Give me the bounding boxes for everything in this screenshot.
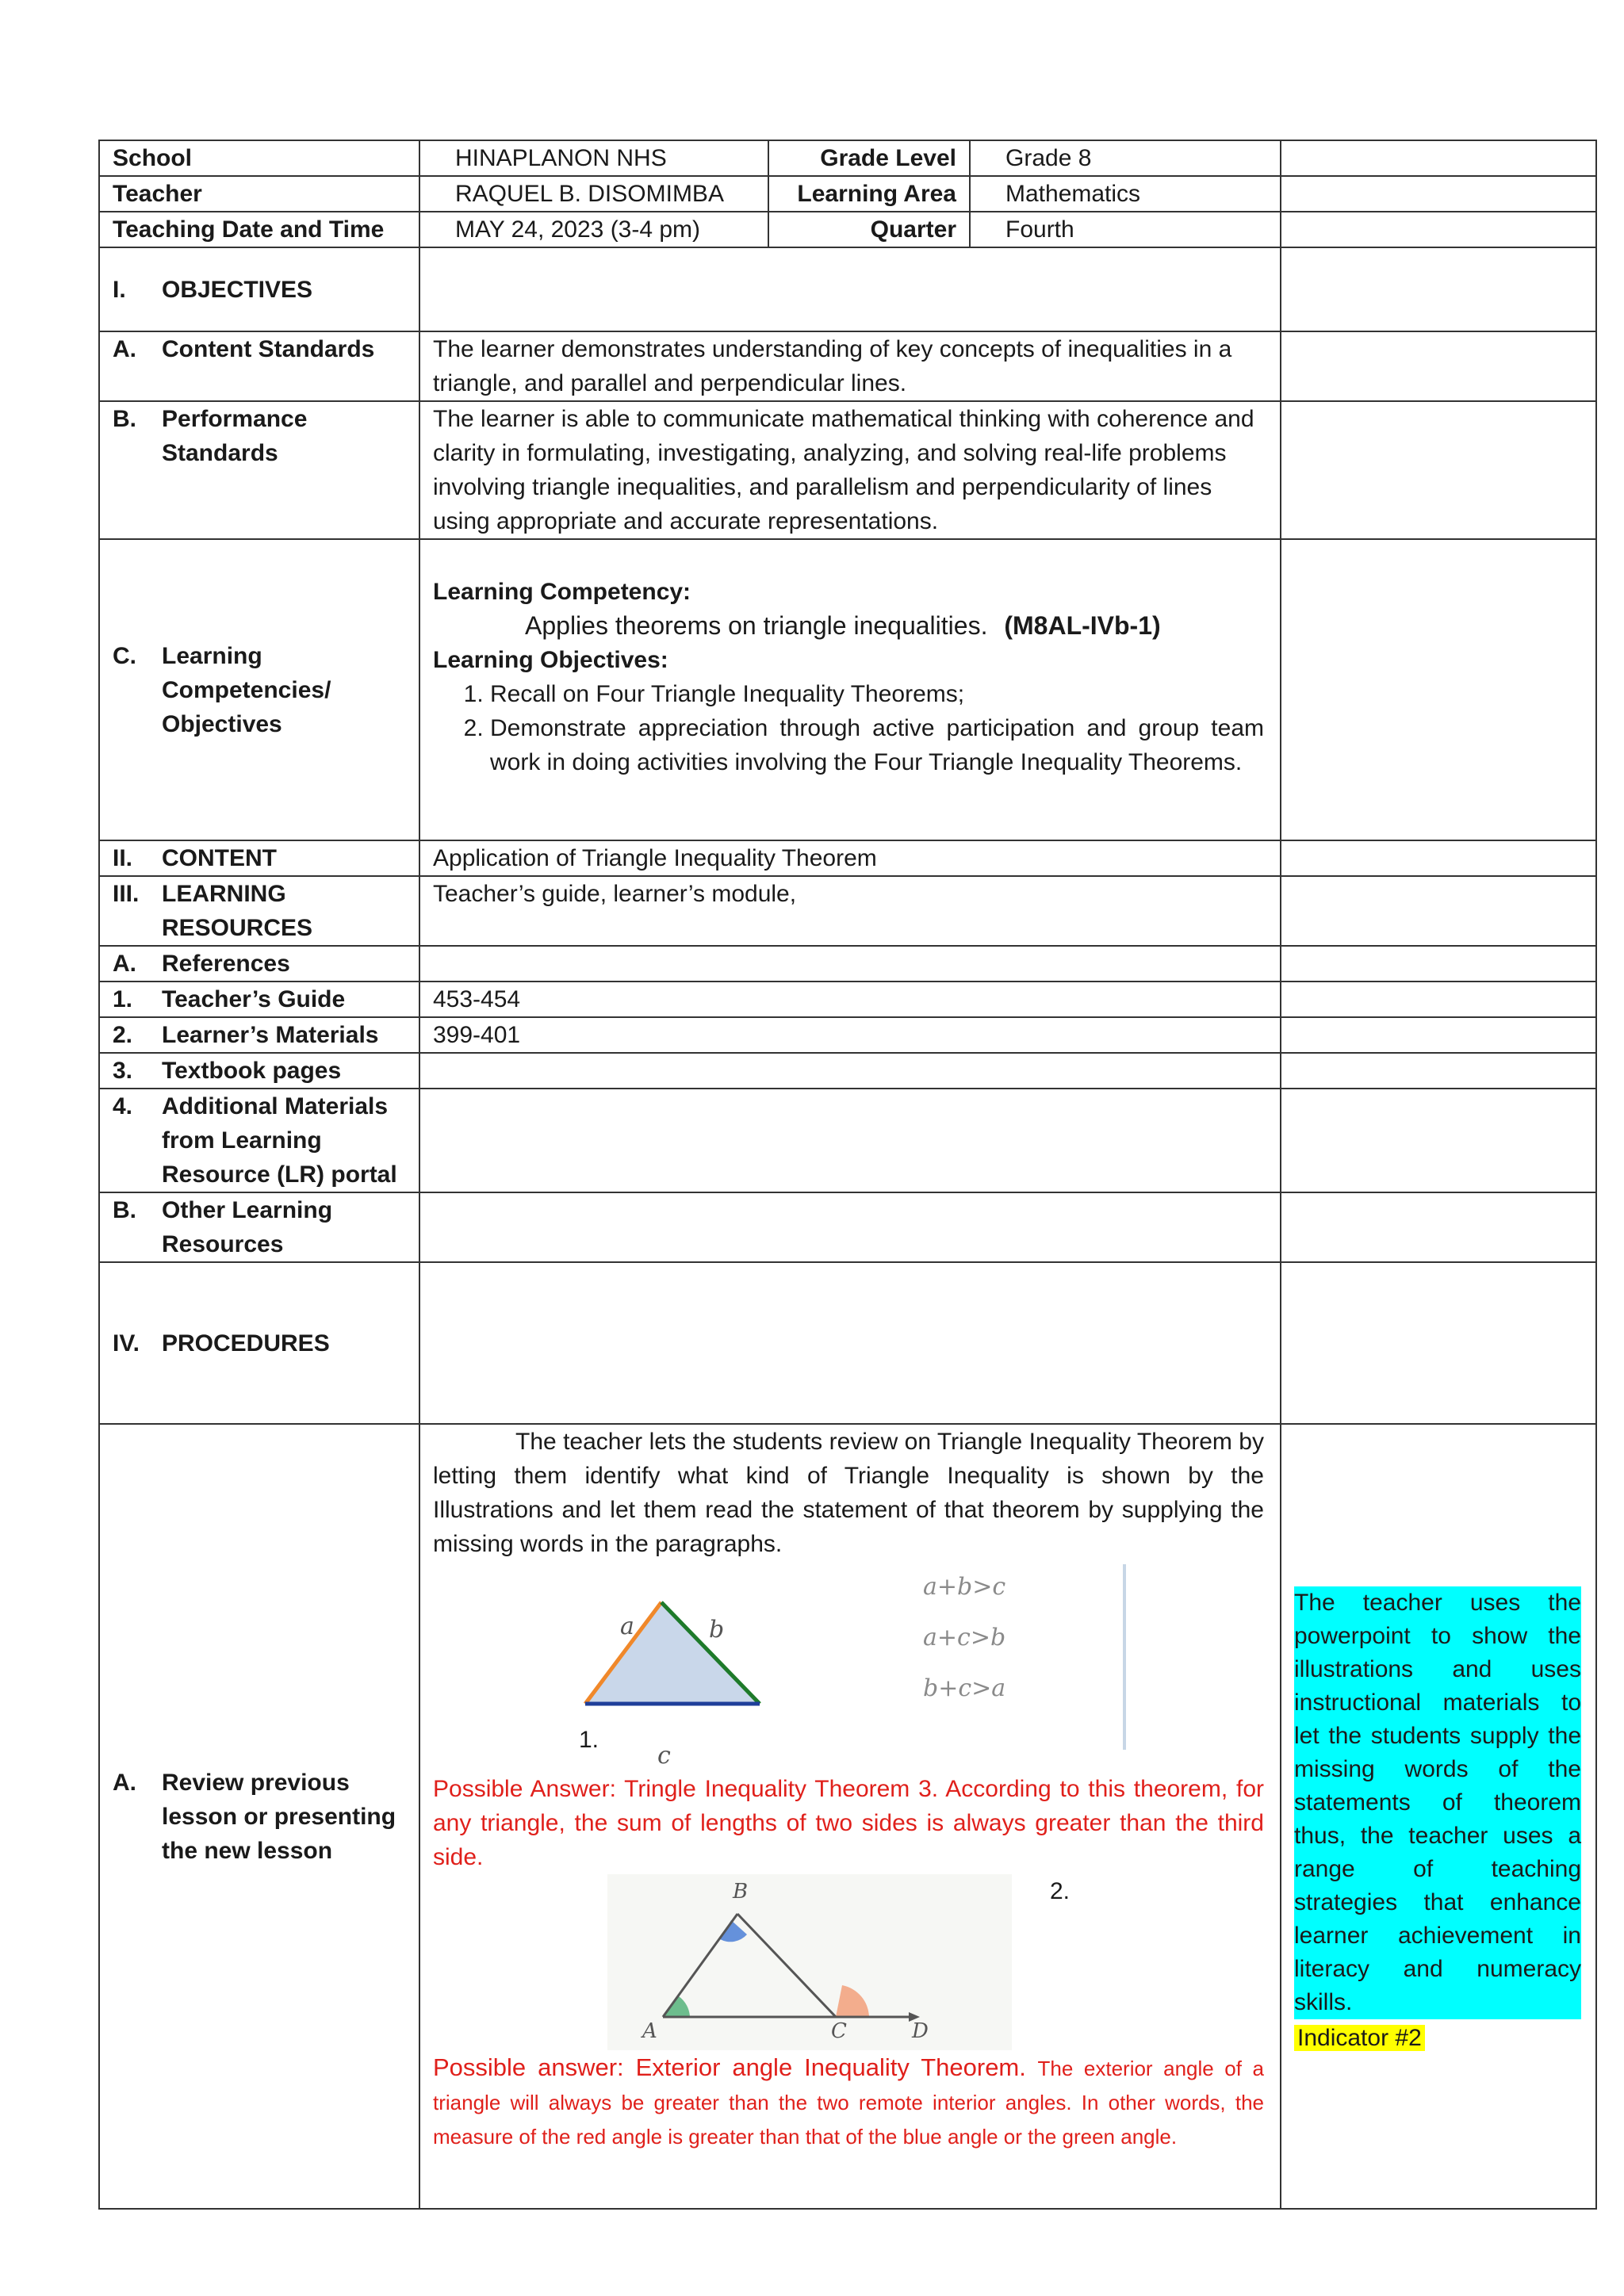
- notes-cell: [1281, 1089, 1596, 1192]
- content-standards-row: [99, 331, 1596, 401]
- section-number: I.: [113, 276, 126, 303]
- additional-materials-row: [99, 1089, 1596, 1192]
- side-a-label: a: [620, 1613, 634, 1640]
- header-row-date: [99, 212, 1596, 247]
- notes-cell: [1281, 1262, 1596, 1424]
- procedures-row: [99, 1262, 1596, 1424]
- header-row-teacher: [99, 176, 1596, 212]
- indicator-wrapper: [1294, 2021, 1581, 2055]
- review-notes-cell: [1281, 1424, 1596, 2209]
- learning-resources-row: [99, 876, 1596, 946]
- header-notes-cell: [1281, 176, 1596, 212]
- review-intro: The teacher lets the students review on Triangle Inequality Theorem by letting them identify what kind of Triangle Inequality is shown by the Illustrations and let them read the statement of that theorem by supplying the missing words in the paragraphs.: [433, 1429, 1264, 1557]
- learning-area-label: Learning Area: [768, 176, 970, 212]
- section-title: PROCEDURES: [162, 1330, 330, 1357]
- item-number: B.: [113, 406, 136, 432]
- content-label-cell: [99, 840, 419, 876]
- answer-2-lead: Possible answer: Exterior angle Inequality Theorem.: [433, 2053, 1026, 2081]
- answer-2-detail: The exterior angle of a triangle will always be greater than the two remote interior angles. In other words, the measure of the red angle is greater than that of the blue angle or the green angle.: [433, 2057, 1264, 2149]
- header-row-school: [99, 140, 1596, 176]
- competency-code: (M8AL-IVb-1): [1004, 611, 1161, 640]
- notes-cell: [1281, 401, 1596, 539]
- performance-standards-label-cell: [99, 401, 419, 539]
- other-resources-value: [419, 1192, 1281, 1262]
- other-resources-label-cell: [99, 1192, 419, 1262]
- item-label: Review previous lesson or presenting the new lesson: [162, 1769, 396, 1864]
- notes-cell: [1281, 1053, 1596, 1089]
- section-number: III.: [113, 881, 140, 907]
- objectives-heading-cell: [99, 247, 419, 331]
- side-c-label: c: [657, 1742, 671, 1767]
- procedures-label-cell: [99, 1262, 419, 1424]
- figure-background: [607, 1874, 1012, 2050]
- objectives-list: [433, 677, 1264, 779]
- objectives-heading: Learning Objectives:: [433, 647, 668, 673]
- figure-2: [433, 1874, 1264, 2050]
- teacher-value: RAQUEL B. DISOMIMBA: [419, 176, 768, 212]
- objectives-row: [99, 247, 1596, 331]
- indicator-badge: Indicator #2: [1294, 2025, 1425, 2051]
- item-number: 2.: [113, 1022, 133, 1048]
- teacher-label: Teacher: [99, 176, 419, 212]
- notes-cell: [1281, 840, 1596, 876]
- textbook-pages-value: [419, 1053, 1281, 1089]
- vertex-b-label: B: [733, 1880, 749, 1904]
- section-title: OBJECTIVES: [162, 276, 313, 303]
- objective-item: 1. Recall on Four Triangle Inequality Theorems;: [490, 677, 1264, 711]
- date-value: MAY 24, 2023 (3-4 pm): [419, 212, 768, 247]
- school-value: HINAPLANON NHS: [419, 140, 768, 176]
- notes-cell: [1281, 331, 1596, 401]
- item-label: Learning Competencies/ Objectives: [162, 642, 331, 737]
- notes-cell: [1281, 1192, 1596, 1262]
- header-notes-cell: [1281, 212, 1596, 247]
- triangle-sides-figure: [433, 1561, 1226, 1767]
- review-row: [99, 1424, 1596, 2209]
- procedures-content-cell: [419, 1262, 1281, 1424]
- section-number: II.: [113, 845, 133, 871]
- objectives-content-cell: [419, 247, 1281, 331]
- notes-cell: [1281, 1017, 1596, 1053]
- performance-standards-text: The learner is able to communicate mathematical thinking with coherence and clarity in formulating, investigating, analyzing, and solving real-life problems involving triangle inequalities, and parallelism and perpendicularity of lines using appropriate and accurate representations.: [419, 401, 1281, 539]
- learners-materials-row: [99, 1017, 1596, 1053]
- competency-text: Applies theorems on triangle inequalities.: [525, 611, 988, 640]
- learners-materials-label-cell: [99, 1017, 419, 1053]
- triangle-fill: [585, 1602, 760, 1704]
- item-label: Performance Standards: [162, 406, 308, 466]
- competencies-label-cell: [99, 539, 419, 840]
- vertex-d-label: D: [912, 2019, 929, 2043]
- item-label: Other Learning Resources: [162, 1197, 333, 1257]
- item-number: 3.: [113, 1058, 133, 1084]
- competencies-row: [99, 539, 1596, 840]
- item-label: Content Standards: [162, 336, 375, 362]
- section-number: IV.: [113, 1330, 140, 1357]
- textbook-pages-label-cell: [99, 1053, 419, 1089]
- item-label: References: [162, 951, 290, 977]
- figure-1-number: 1.: [579, 1727, 599, 1753]
- teachers-guide-row: [99, 982, 1596, 1017]
- references-row: [99, 946, 1596, 982]
- vertex-c-label: C: [831, 2019, 847, 2043]
- additional-materials-value: [419, 1089, 1281, 1192]
- notes-cell: [1281, 946, 1596, 982]
- answer-2: [433, 2050, 1264, 2153]
- item-number: A.: [113, 336, 136, 362]
- competencies-content-cell: [419, 539, 1281, 840]
- section-title: LEARNING RESOURCES: [162, 881, 313, 941]
- item-number: A.: [113, 951, 136, 977]
- teachers-guide-label-cell: [99, 982, 419, 1017]
- item-number: A.: [113, 1769, 136, 1796]
- review-content-cell: [419, 1424, 1281, 2209]
- references-label-cell: [99, 946, 419, 982]
- answer-1: Possible Answer: Tringle Inequality Theorem 3. According to this theorem, for any triangle, the sum of lengths of two sides is always greater than the third side.: [433, 1776, 1264, 1870]
- quarter-label: Quarter: [768, 212, 970, 247]
- references-value: [419, 946, 1281, 982]
- item-label: Teacher’s Guide: [162, 986, 346, 1012]
- objective-item: 2. Demonstrate appreciation through active participation and group team work in doing activities involving the Four Triangle Inequality Theorems.: [490, 711, 1264, 779]
- item-label: Textbook pages: [162, 1058, 342, 1084]
- date-label: Teaching Date and Time: [99, 212, 419, 247]
- other-resources-row: [99, 1192, 1596, 1262]
- review-label-cell: [99, 1424, 419, 2209]
- content-text: Application of Triangle Inequality Theorem: [419, 840, 1281, 876]
- notes-cell: [1281, 982, 1596, 1017]
- figure-1: [433, 1561, 1264, 1767]
- item-number: C.: [113, 642, 136, 669]
- item-number: 4.: [113, 1093, 133, 1119]
- school-label: School: [99, 140, 419, 176]
- header-notes-cell: [1281, 140, 1596, 176]
- teacher-remark: The teacher uses the powerpoint to show the illustrations and uses instructional materials to let the students supply the missing words of the statements of theorem thus, the teacher uses a range of teaching strategies that enhance learner achievement in literacy and numeracy skills.: [1294, 1586, 1581, 2019]
- section-title: CONTENT: [162, 845, 277, 871]
- notes-cell: [1281, 876, 1596, 946]
- quarter-value: Fourth: [970, 212, 1281, 247]
- textbook-pages-row: [99, 1053, 1596, 1089]
- notes-cell: [1281, 247, 1596, 331]
- additional-materials-label-cell: [99, 1089, 419, 1192]
- inequality-3: b+c>a: [923, 1674, 1006, 1702]
- inequality-2: a+c>b: [923, 1624, 1006, 1651]
- side-b-label: b: [709, 1616, 725, 1644]
- competency-heading: Learning Competency:: [433, 579, 691, 605]
- vertex-a-label: A: [642, 2019, 657, 2043]
- content-standards-text: The learner demonstrates understanding of key concepts of inequalities in a triangle, and parallel and perpendicular lines.: [419, 331, 1281, 401]
- learning-resources-label-cell: [99, 876, 419, 946]
- learning-area-value: Mathematics: [970, 176, 1281, 212]
- teachers-guide-value: 453-454: [419, 982, 1281, 1017]
- learners-materials-value: 399-401: [419, 1017, 1281, 1053]
- grade-level-label: Grade Level: [768, 140, 970, 176]
- content-standards-label-cell: [99, 331, 419, 401]
- learning-resources-text: Teacher’s guide, learner’s module,: [419, 876, 1281, 946]
- notes-cell: [1281, 539, 1596, 840]
- item-label: Learner’s Materials: [162, 1022, 379, 1048]
- exterior-angle-figure: [607, 1874, 1051, 2050]
- item-number: B.: [113, 1197, 136, 1223]
- daily-lesson-log-table: [98, 140, 1597, 2210]
- competency-statement: [433, 609, 1264, 643]
- content-row: [99, 840, 1596, 876]
- item-number: 1.: [113, 986, 133, 1012]
- performance-standards-row: [99, 401, 1596, 539]
- figure-2-number: 2.: [1050, 1878, 1071, 1904]
- inequality-1: a+b>c: [923, 1573, 1006, 1601]
- item-label: Additional Materials from Learning Resource (LR) portal: [162, 1093, 397, 1188]
- grade-level-value: Grade 8: [970, 140, 1281, 176]
